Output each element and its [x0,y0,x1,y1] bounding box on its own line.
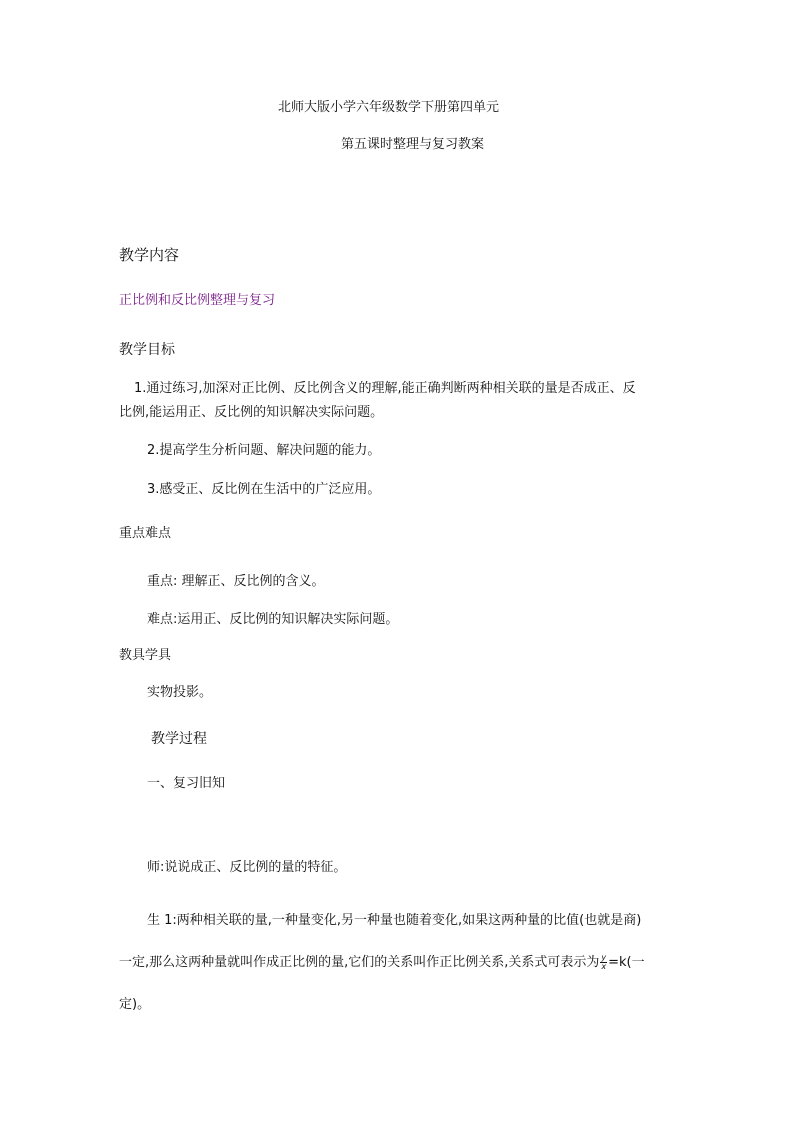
section-process-heading: 教学过程 [151,731,207,747]
doc-title-line2: 第五课时整理与复习教案 [341,137,485,152]
goal1-line1: 1.通过练习,加深对正比例、反比例含义的理解,能正确判断两种相关联的量是否成正、反 [134,381,636,396]
student-line2-text: 一定,那么这两种量就叫作成正比例的量,它们的关系叫作正比例关系,关系式可表示为 [119,955,600,970]
student-line2 [119,954,645,972]
student-line2-suffix: =k(一 [608,955,645,970]
goal3: 3.感受正、反比例在生活中的广泛应用。 [147,482,381,497]
fraction-numerator: y [601,953,607,962]
process-step1: 一、复习旧知 [147,776,226,791]
section-key-heading: 重点难点 [119,526,172,541]
section-tools-heading: 教具学具 [119,648,172,663]
doc-title-line1: 北师大版小学六年级数学下册第四单元 [278,100,500,115]
teacher-line: 师:说说成正、反比例的量的特征。 [147,860,347,875]
content-link[interactable]: 正比例和反比例整理与复习 [119,293,276,308]
student-line1: 生 1:两种相关联的量,一种量变化,另一种量也随着变化,如果这两种量的比值(也就是商) [147,913,642,928]
fraction-y-over-x [600,954,607,971]
difficult-point: 难点:运用正、反比例的知识解决实际问题。 [147,612,399,627]
tools: 实物投影。 [147,685,213,700]
fraction-denominator: x [601,962,607,971]
student-line3: 定)。 [119,997,151,1012]
key-point: 重点: 理解正、反比例的含义。 [147,574,325,589]
section-goals-heading: 教学目标 [119,342,175,358]
section-content-heading: 教学内容 [119,246,180,264]
goal2: 2.提高学生分析问题、解决问题的能力。 [147,443,381,458]
goal1-line2: 比例,能运用正、反比例的知识解决实际问题。 [119,405,384,420]
